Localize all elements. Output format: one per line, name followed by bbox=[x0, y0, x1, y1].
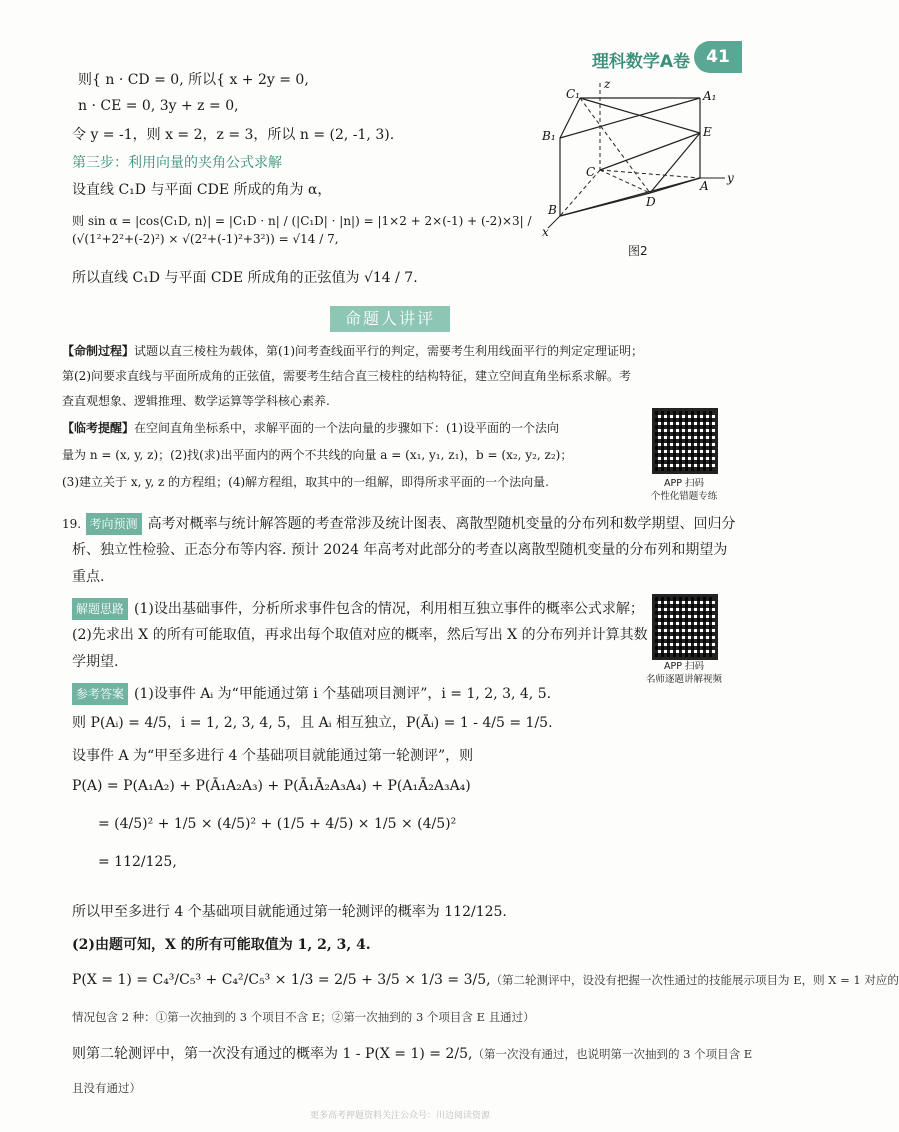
qr1-caption-1: APP 扫码 bbox=[664, 478, 704, 489]
answer-text-11: 则第二轮测评中，第一次没有通过的概率为 1 - P(X = 1) = 2/5, bbox=[72, 1046, 473, 1062]
answer-line-7: 所以甲至多进行 4 个基础项目就能通过第一轮测评的概率为 112/125. bbox=[72, 904, 507, 920]
commentary-banner: 命题人讲评 bbox=[330, 306, 450, 332]
solution-line-2: n · CE = 0, 3y + z = 0, bbox=[78, 98, 239, 114]
qr2-caption-1: APP 扫码 bbox=[664, 661, 704, 672]
q19-number: 19. bbox=[62, 517, 82, 531]
solution-line-4: 设直线 C₁D 与平面 CDE 所成的角为 α， bbox=[72, 182, 332, 198]
answer-note-11: （第一次没有通过，也说明第一次抽到的 3 个项目含 E bbox=[472, 1047, 753, 1061]
idea-line-2: (2)先求出 X 的所有可能取值，再求出每个取值对应的概率，然后写出 X 的分布列并计算其数 bbox=[72, 627, 648, 643]
answer-line-3: 设事件 A 为“甲至多进行 4 个基础项目就能通过第一轮测评”，则 bbox=[72, 748, 474, 764]
q19-forecast-line-1 bbox=[62, 513, 736, 535]
answer-line-12: 且没有通过） bbox=[72, 1081, 141, 1095]
idea-line-3: 学期望. bbox=[72, 654, 119, 670]
answer-tag: 参考答案 bbox=[72, 683, 128, 705]
label-C1: C₁ bbox=[566, 87, 580, 101]
answer-text-9: P(X = 1) = C₄³/C₅³ + C₄²/C₅³ × 1/3 = 2/5 + 3/5 × 1/3 = 3/5, bbox=[72, 972, 491, 988]
footer-watermark: 更多高考押题资料关注公众号：川边阅读资源 bbox=[309, 1111, 490, 1121]
reminder-line-1 bbox=[62, 418, 559, 438]
answer-line-6: = 112/125, bbox=[98, 854, 177, 870]
answer-line-9 bbox=[72, 970, 899, 990]
reminder-line-2: 量为 n = (x, y, z)；(2)找(求)出平面内的两个不共线的向量 a = (x₁, y₁, z₁)，b = (x₂, y₂, z₂)； bbox=[62, 448, 573, 462]
answer-line-11 bbox=[72, 1044, 752, 1064]
forecast-tag: 考向预测 bbox=[86, 513, 142, 535]
answer-text-1: (1)设事件 Aᵢ 为“甲能通过第 i 个基础项目测评”，i = 1, 2, 3, 4, 5. bbox=[134, 686, 552, 702]
label-D: D bbox=[646, 195, 656, 209]
process-text-1: 试题以直三棱柱为载体，第(1)问考查线面平行的判定，需要考生利用线面平行的判定定理证明； bbox=[134, 344, 644, 358]
idea-text-1: (1)设出基础事件，分析所求事件包含的情况，利用相互独立事件的概率公式求解； bbox=[134, 601, 644, 617]
qr1-caption-2: 个性化错题专练 bbox=[650, 491, 718, 502]
reminder-line-3: (3)建立关于 x, y, z 的方程组；(4)解方程组，取其中的一组解，即得所求平面的一个法向量. bbox=[62, 475, 549, 489]
process-line-3: 查直观想象、逻辑推理、数学运算等学科核心素养. bbox=[62, 394, 330, 408]
label-x: x bbox=[542, 225, 549, 239]
label-A1: A₁ bbox=[703, 89, 717, 103]
page-number: 41 bbox=[694, 41, 742, 73]
qr2-caption-2: 名师逐题讲解视频 bbox=[645, 674, 722, 685]
answer-line-1 bbox=[72, 683, 551, 705]
answer-note-9: （第二轮测评中，设没有把握一次性通过的技能展示项目为 E，则 X = 1 对应的 bbox=[490, 973, 899, 987]
label-z: z bbox=[604, 77, 611, 91]
q19-forecast-line-3: 重点. bbox=[72, 569, 105, 585]
qr-code-icon[interactable] bbox=[652, 408, 718, 474]
solution-line-1: 则{ n · CD = 0, 所以{ x + 2y = 0, bbox=[78, 72, 309, 88]
label-B: B bbox=[548, 203, 557, 217]
label-B1: B₁ bbox=[542, 129, 556, 143]
label-y: y bbox=[727, 171, 734, 185]
figure-caption: 图2 bbox=[628, 244, 648, 258]
answer-line-10: 情况包含 2 种：①第一次抽到的 3 个项目不含 E；②第一次抽到的 3 个项目含 E 且通过） bbox=[72, 1010, 535, 1024]
reminder-text-1: 在空间直角坐标系中，求解平面的一个法向量的步骤如下：(1)设平面的一个法向 bbox=[134, 421, 560, 435]
solution-line-5: 则 sin α = |cos⟨C₁D, n⟩| = |C₁D · n| / (|C₁D| · |n|) = |1×2 + 2×(-1) + (-2)×3| / (√(1²+2²+(-2)²) × √(2²+(-1)²+3²)) = √14 / 7, bbox=[72, 214, 532, 246]
label-A: A bbox=[700, 179, 709, 193]
solution-line-3: 令 y = -1，则 x = 2，z = 3，所以 n = (2, -1, 3). bbox=[72, 127, 395, 143]
idea-tag: 解题思路 bbox=[72, 598, 128, 620]
prism-diagram bbox=[540, 78, 740, 238]
figure-2 bbox=[540, 78, 740, 258]
answer-line-4: P(A) = P(A₁A₂) + P(Ā₁A₂A₃) + P(Ā₁Ā₂A₃A₄) + P(A₁Ā₂A₃A₄) bbox=[72, 778, 471, 794]
idea-line-1 bbox=[72, 598, 644, 620]
header-title: 理科数学A卷 bbox=[591, 52, 690, 72]
q19-forecast-line-2: 析、独立性检验、正态分布等内容. 预计 2024 年高考对此部分的考查以离散型随机变量的分布列和期望为 bbox=[72, 542, 728, 558]
reminder-tag: 【临考提醒】 bbox=[62, 421, 135, 435]
step-3-heading: 第三步：利用向量的夹角公式求解 bbox=[72, 155, 282, 171]
solution-line-6: 所以直线 C₁D 与平面 CDE 所成角的正弦值为 √14 / 7. bbox=[72, 270, 418, 286]
process-line-1 bbox=[62, 341, 643, 361]
process-tag: 【命制过程】 bbox=[62, 344, 135, 358]
answer-line-5: = (4/5)² + 1/5 × (4/5)² + (1/5 + 4/5) × 1/5 × (4/5)² bbox=[98, 816, 457, 832]
forecast-text-1: 高考对概率与统计解答题的考查常涉及统计图表、离散型随机变量的分布列和数学期望、回归分 bbox=[147, 516, 736, 532]
answer-line-8: (2)由题可知，X 的所有可能取值为 1, 2, 3, 4. bbox=[72, 937, 371, 953]
process-line-2: 第(2)问要求直线与平面所成角的正弦值，需要考生结合直三棱柱的结构特征，建立空间直角坐标系求解。考 bbox=[62, 369, 632, 383]
qr-code-icon[interactable] bbox=[652, 594, 718, 660]
label-C: C bbox=[586, 165, 596, 179]
label-E: E bbox=[703, 125, 712, 139]
answer-line-2: 则 P(Aᵢ) = 4/5，i = 1, 2, 3, 4, 5，且 Aᵢ 相互独立，P(Āᵢ) = 1 - 4/5 = 1/5. bbox=[72, 715, 553, 731]
